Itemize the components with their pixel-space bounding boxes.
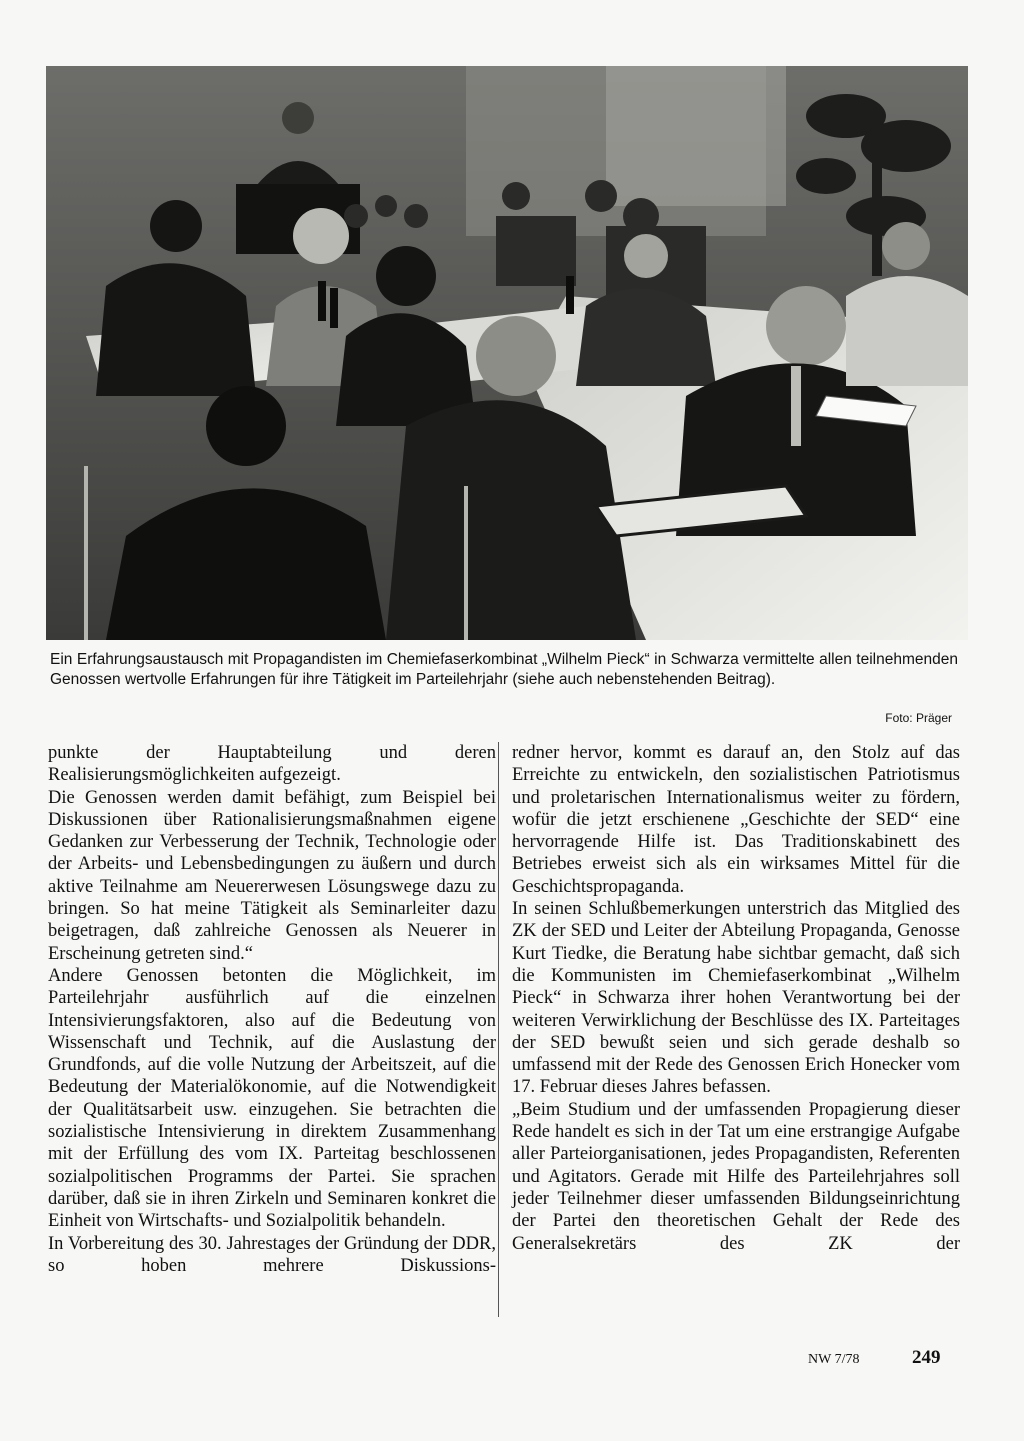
issue-label: NW 7/78 [808, 1352, 860, 1367]
article-column-right [512, 742, 960, 1255]
window-panel [606, 66, 786, 206]
paragraph: „Beim Studium und der umfassenden Propagierung dieser Rede handelt es sich in der Tat um eine erstrangige Aufgabe aller Parteiorganisationen, jedes Propagandisten, Referenten und Agitators. Gerade mit Hilfe des Parteilehrjahres soll jeder Teilnehmer dieser umfassenden Bildungseinrichtung der Partei den theoretischen Gehalt der Rede des Generalsekretärs des ZK der [512, 1099, 960, 1254]
meeting-photo-illustration [46, 66, 968, 640]
page-number: 249 [912, 1347, 941, 1368]
photo-credit: Foto: Präger [885, 711, 952, 725]
paragraph: In seinen Schlußbemerkungen unterstrich das Mitglied des ZK der SED und Leiter der Abteilung Propaganda, Genosse Kurt Tiedke, die Beratung habe sichtbar gemacht, daß sich die Kommunisten im Chemiefaserkombinat „Wilhelm Pieck“ in Schwarza ihrer hohen Verantwortung bei der weiteren Verwirklichung der Beschlüsse des IX. Parteitages der SED bewußt seien und sich gerade deshalb so umfassend mit der Rede des Genossen Erich Honecker vom 17. Februar dieses Jahres befassen. [512, 899, 960, 1098]
meeting-photo [46, 66, 968, 640]
paragraph: punkte der Hauptabteilung und deren Realisierungsmöglichkeiten aufgezeigt. [48, 743, 496, 786]
paragraph: redner hervor, kommt es darauf an, den Stolz auf das Erreichte zu entwickeln, den sozialistischen Patriotismus und proletarischen Internationalismus weiter zu fördern, wofür die jetzt erschienene „Geschichte der SED“ eine hervorragende Hilfe ist. Das Traditionskabinett des Betriebes erweist sich als ein wirksames Mittel für die Geschichtspropaganda. [512, 743, 960, 897]
article-column-left [48, 742, 496, 1277]
photo-caption: Ein Erfahrungsaustausch mit Propagandisten im Chemiefaserkombinat „Wilhelm Pieck“ in Schwarza vermittelte allen teilnehmenden Genossen wertvolle Erfahrungen für ihre Tätigkeit im Parteilehrjahr (siehe auch nebenstehenden Beitrag). [50, 651, 958, 688]
paragraph: Die Genossen werden damit befähigt, zum Beispiel bei Diskussionen über Rationalisierungsmaßnahmen eigene Gedanken zur Verbesserung der Technik, Technologie oder der Arbeits- und Lebensbedingungen zu äußern und durch aktive Teilnahme am Neuererwesen Lösungswege dazu zu bringen. So hat meine Tätigkeit als Seminarleiter dazu beigetragen, daß zahlreiche Genossen als Neuerer in Erscheinung getreten sind.“ [48, 787, 496, 964]
paragraph: In Vorbereitung des 30. Jahrestages der Gründung der DDR, so hoben mehrere Diskussions- [48, 1233, 496, 1276]
column-divider [498, 742, 499, 1317]
paragraph: Andere Genossen betonten die Möglichkeit, im Parteilehrjahr ausführlich auf die einzelnen Intensivierungsfaktoren, also auf die Bedeutung von Wissenschaft und Technik, auf die Auslastung der Grundfonds, auf die volle Nutzung der Arbeitszeit, auf die Bedeutung der Materialökonomie, auf die Notwendigkeit der Qualitätsarbeit usw. einzugehen. Sie betrachten die sozialistische Intensivierung in direktem Zusammenhang mit der Erfüllung des vom IX. Parteitag beschlossenen sozialpolitischen Programms der Partei. Sie sprachen darüber, daß sie in ihren Zirkeln und Seminaren konkret die Einheit von Wirtschafts- und Sozialpolitik behandeln. [48, 965, 496, 1232]
